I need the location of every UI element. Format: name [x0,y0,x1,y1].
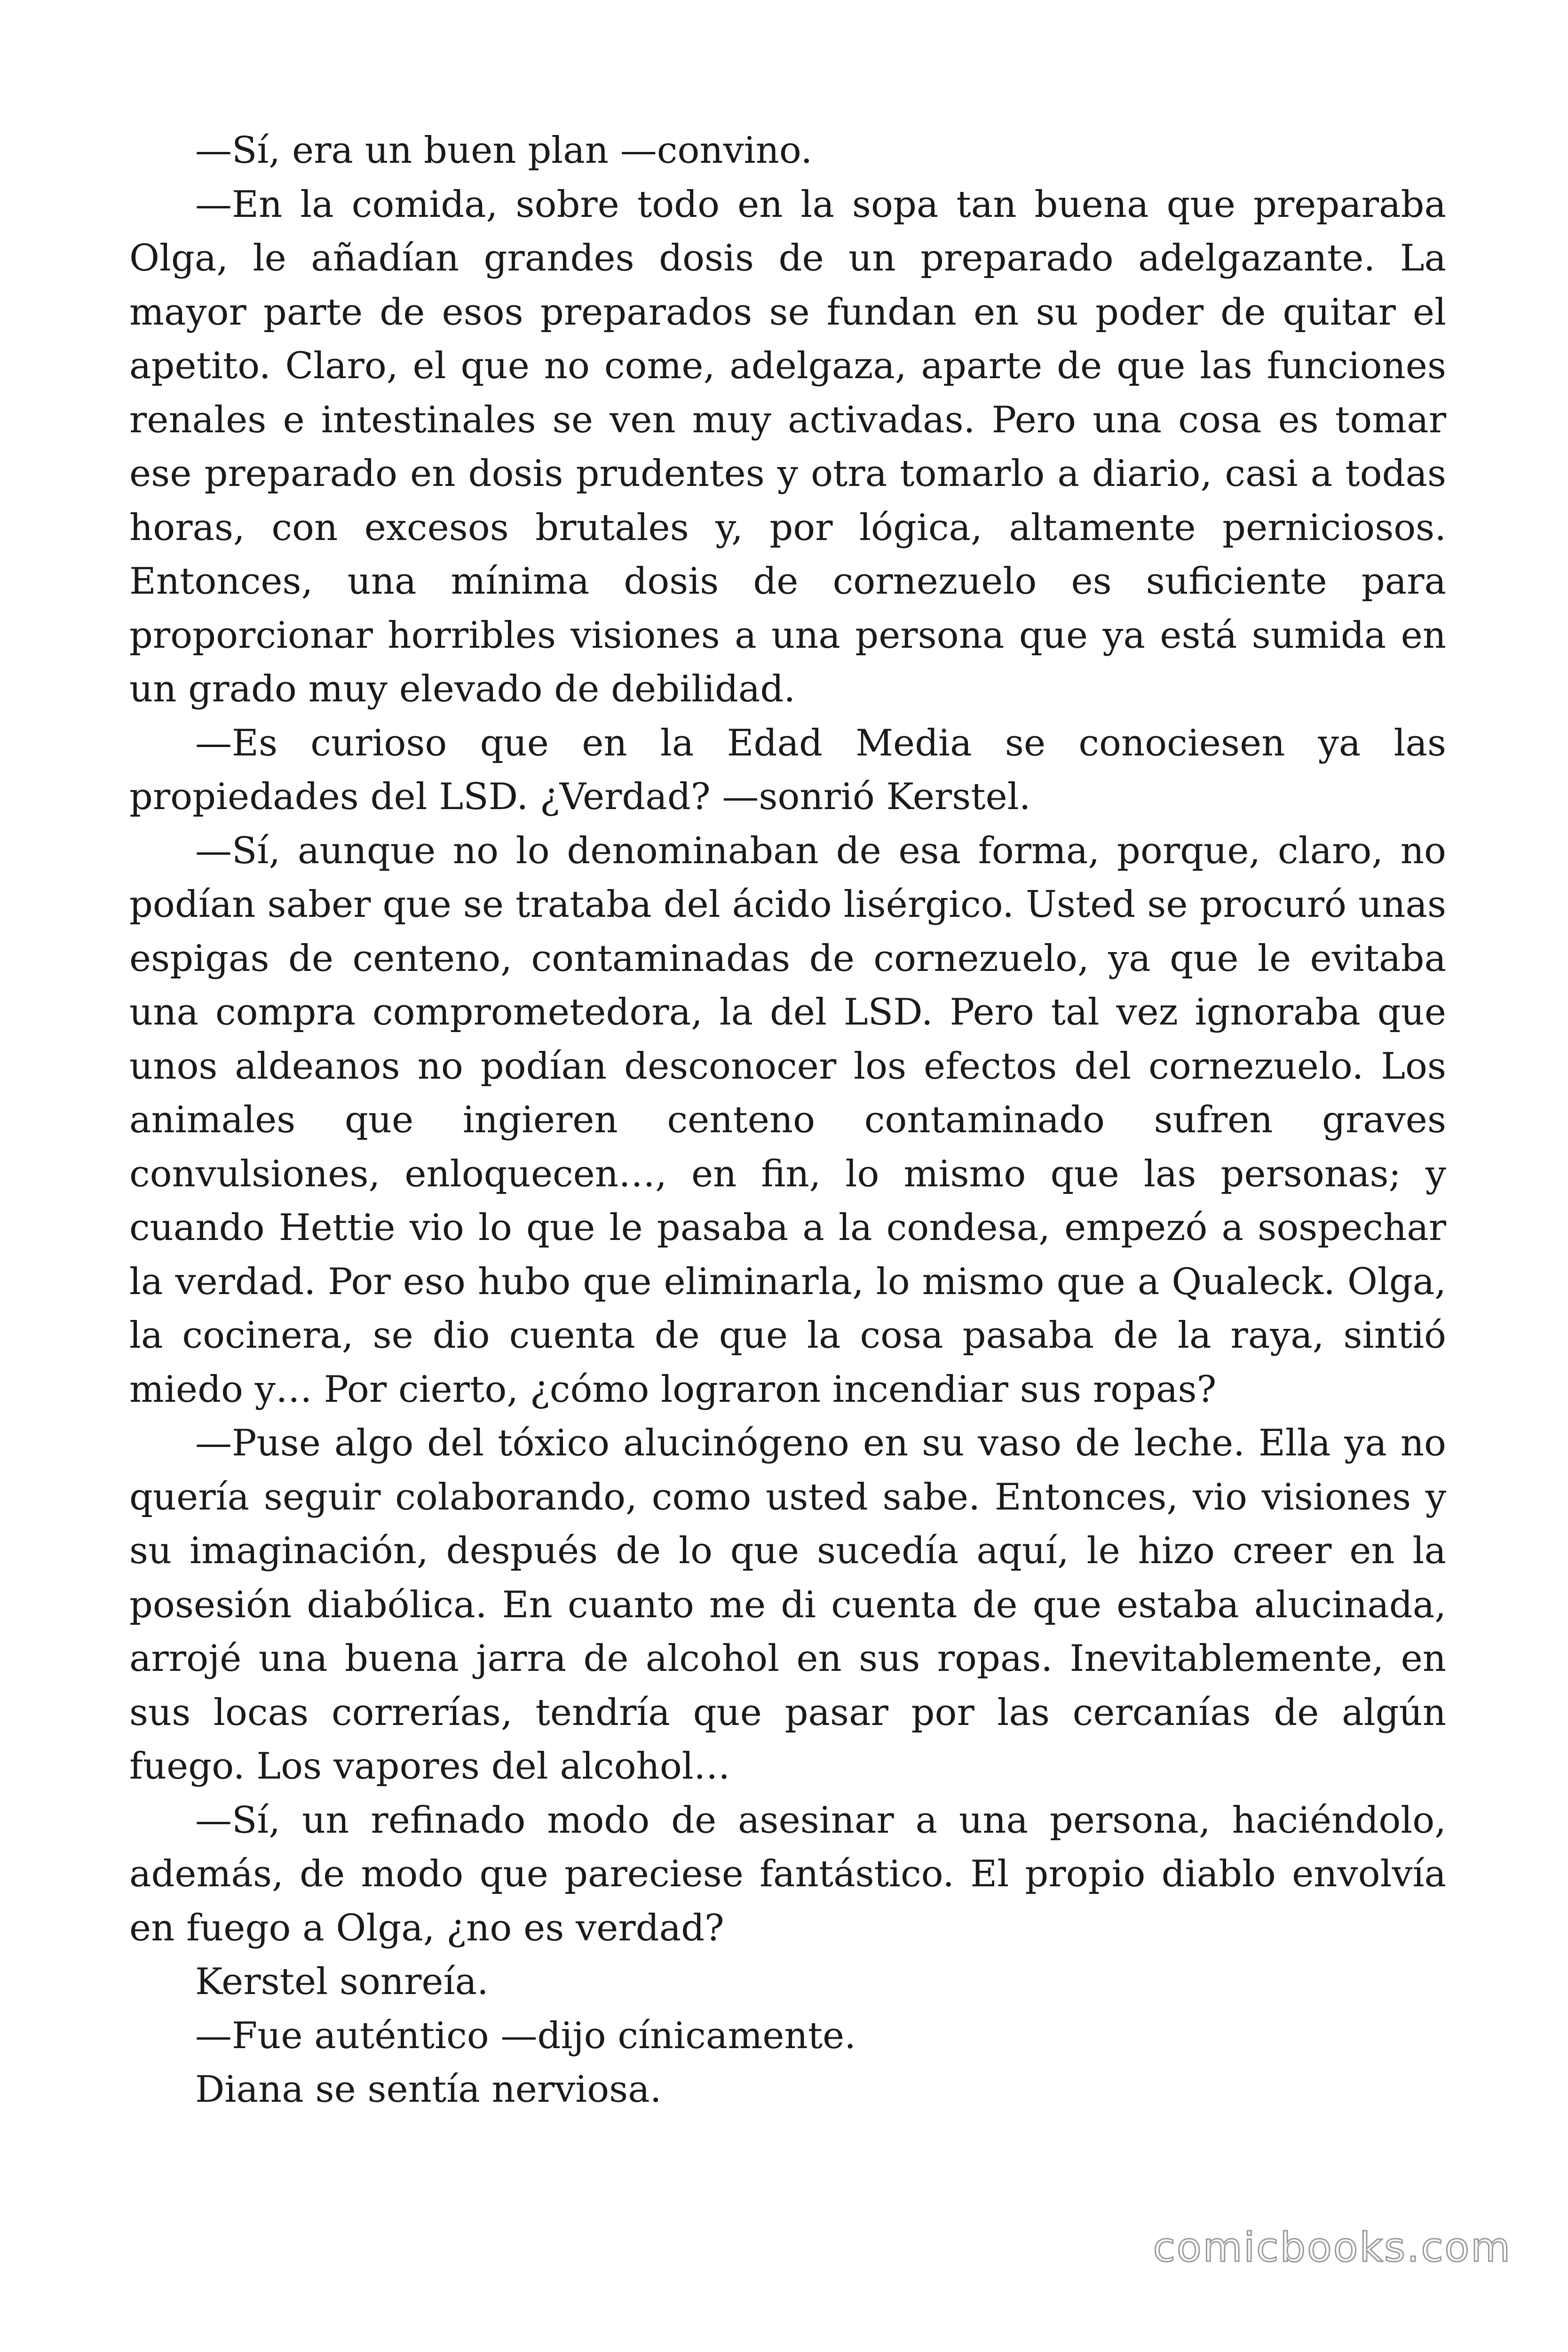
book-page-text [129,124,1446,2117]
paragraph: —Es curioso que en la Edad Media se conociesen ya las propiedades del LSD. ¿Verdad? —sonrió Kerstel. [129,722,1446,818]
paragraph: —Sí, era un buen plan —convino. [195,129,813,172]
paragraph: Diana se sentía nerviosa. [195,2068,662,2111]
paragraph: —Fue auténtico —dijo cínicamente. [195,2014,856,2057]
paragraph: —En la comida, sobre todo en la sopa tan buena que preparaba Olga, le añadían grandes dosis de un preparado adelgazante. La mayor parte de esos preparados se fundan en su poder de quitar el apetito. Claro, el que no come, adelgaza, aparte de que las funciones renales e intestinales se ven muy activadas. Pero una cosa es tomar ese preparado en dosis prudentes y otra tomarlo a diario, casi a todas horas, con excesos brutales y, por lógica, altamente perniciosos. Entonces, una mínima dosis de cornezuelo es suficiente para proporcionar horribles visiones a una persona que ya está sumida en un grado muy elevado de debilidad. [129,183,1446,710]
paragraph: —Sí, aunque no lo denominaban de esa forma, porque, claro, no podían saber que se trataba del ácido lisérgico. Usted se procuró unas espigas de centeno, contaminadas de cornezuelo, ya que le evitaba una compra comprometedora, la del LSD. Pero tal vez ignoraba que unos aldeanos no podían desconocer los efectos del cornezuelo. Los animales que ingieren centeno contaminado sufren graves convulsiones, enloquecen…, en fin, lo mismo que las personas; y cuando Hettie vio lo que le pasaba a la condesa, empezó a sospechar la verdad. Por eso hubo que eliminarla, lo mismo que a Qualeck. Olga, la cocinera, se dio cuenta de que la cosa pasaba de la raya, sintió miedo y… Por cierto, ¿cómo lograron incendiar sus ropas? [129,829,1446,1411]
watermark: comicbooks.com [1153,2224,1512,2271]
paragraph: —Sí, un refinado modo de asesinar a una persona, haciéndolo, además, de modo que pareciese fantástico. El propio diablo envolvía en fuego a Olga, ¿no es verdad? [129,1799,1446,1949]
paragraph: —Puse algo del tóxico alucinógeno en su vaso de leche. Ella ya no quería seguir colaborando, como usted sabe. Entonces, vio visiones y su imaginación, después de lo que sucedía aquí, le hizo creer en la posesión diabólica. En cuanto me di cuenta de que estaba alucinada, arrojé una buena jarra de alcohol en sus ropas. Inevitablemente, en sus locas correrías, tendría que pasar por las cercanías de algún fuego. Los vapores del alcohol… [129,1422,1446,1788]
paragraph: Kerstel sonreía. [195,1961,489,2003]
